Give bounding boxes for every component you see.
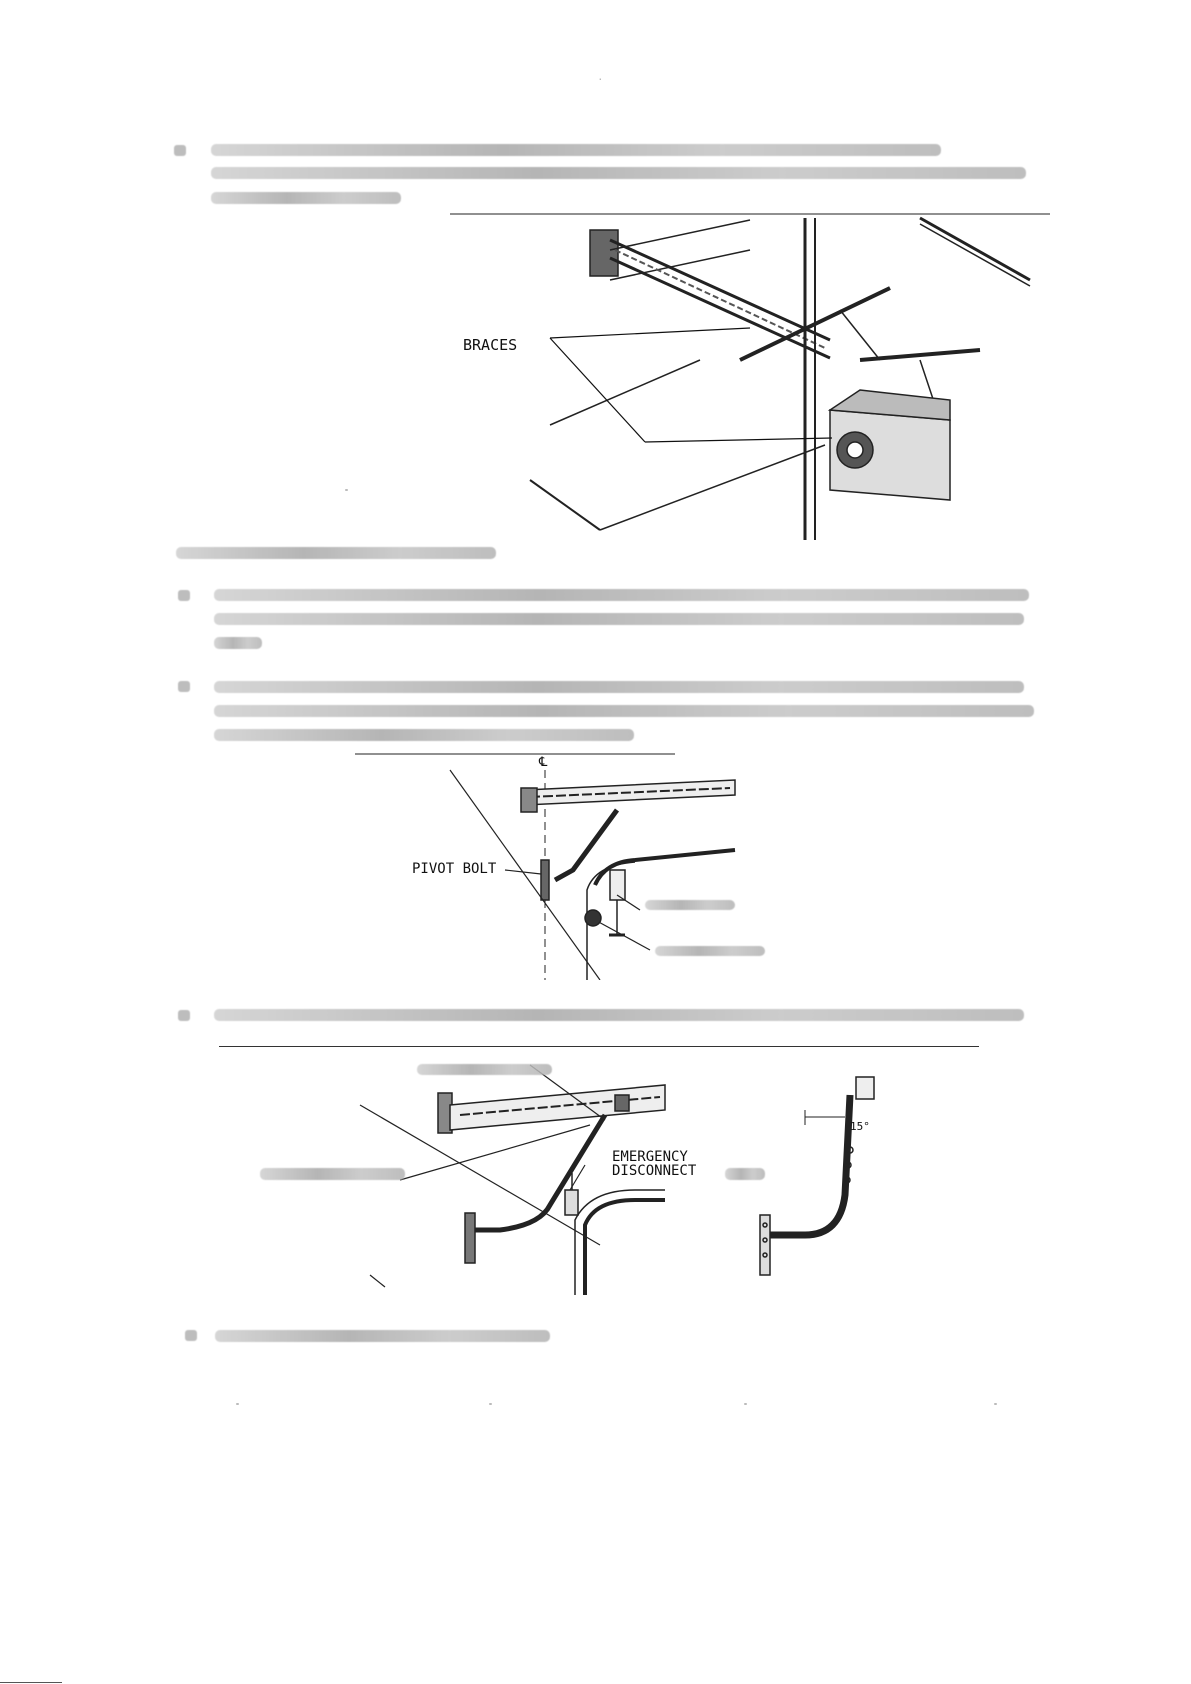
page-number-mark: · <box>598 70 603 86</box>
scan-edge-mark <box>0 1682 62 1683</box>
faded-label <box>260 1168 405 1180</box>
figure-emergency-disconnect <box>260 1055 1020 1295</box>
figure-braces-drawing <box>450 210 1050 540</box>
scan-speck <box>744 1403 747 1405</box>
braces-label: BRACES <box>463 336 518 354</box>
scan-speck <box>994 1403 997 1405</box>
figure3-top-rule <box>219 1046 979 1047</box>
faded-label <box>417 1064 552 1075</box>
faded-label <box>655 946 765 956</box>
centerline-label: ℄ <box>539 755 548 770</box>
scan-speck <box>489 1403 492 1405</box>
emergency-disconnect-label: EMERGENCY DISCONNECT <box>612 1149 697 1179</box>
figure-pivot-bolt <box>355 750 795 980</box>
scan-speck <box>236 1403 239 1405</box>
faded-label <box>645 900 735 910</box>
scan-speck <box>345 489 348 491</box>
faded-label <box>725 1168 765 1180</box>
angle-label: 15° <box>850 1120 870 1133</box>
pivot-bolt-label: PIVOT BOLT <box>412 861 497 877</box>
figure-braces <box>450 210 1050 540</box>
